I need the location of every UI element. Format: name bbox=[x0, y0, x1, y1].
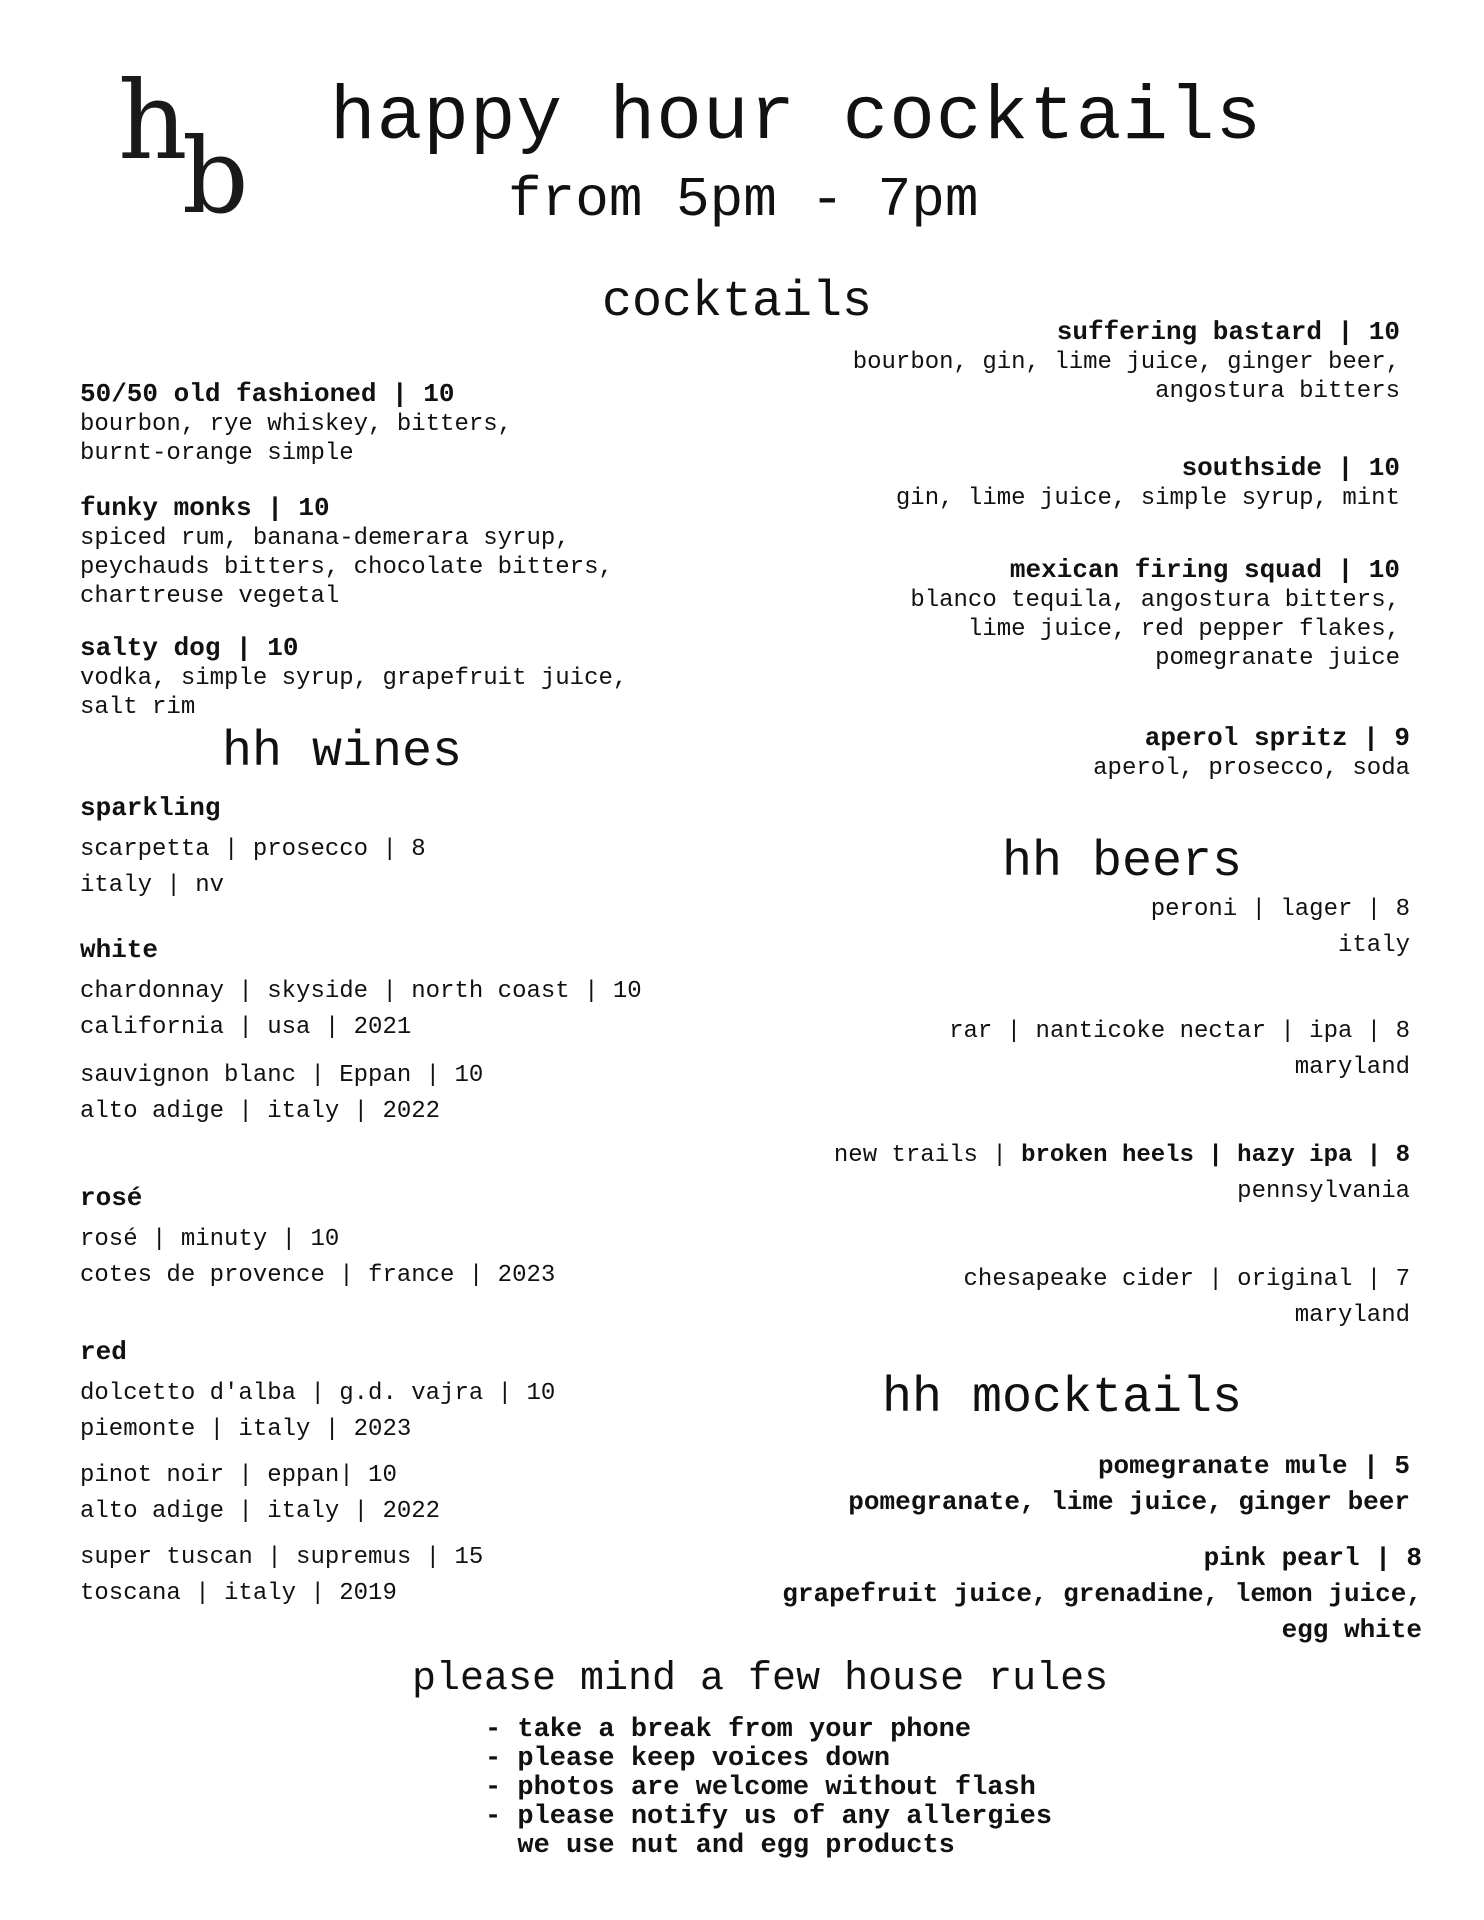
wine-section-rose bbox=[80, 1182, 555, 1294]
wine-category-label: sparkling bbox=[80, 793, 221, 823]
mocktail-item bbox=[848, 1448, 1410, 1520]
wine-line: rosé | minuty | 10 bbox=[80, 1226, 340, 1253]
mocktail-desc: pomegranate, lime juice, ginger beer bbox=[848, 1487, 1410, 1517]
cocktail-item bbox=[853, 316, 1400, 406]
cocktail-desc: chartreuse vegetal bbox=[80, 583, 340, 610]
cocktail-desc: burnt-orange simple bbox=[80, 440, 354, 467]
hb-logo bbox=[118, 59, 249, 237]
wine-line: dolcetto d'alba | g.d. vajra | 10 bbox=[80, 1380, 556, 1407]
cocktail-item bbox=[1093, 722, 1410, 783]
house-rule: - please notify us of any allergies bbox=[485, 1802, 1053, 1832]
wine-category-label: white bbox=[80, 935, 159, 965]
house-rule: - please keep voices down bbox=[485, 1744, 891, 1774]
page-title: happy hour cocktails bbox=[330, 75, 1263, 161]
wine-line: piemonte | italy | 2023 bbox=[80, 1416, 412, 1443]
cocktail-item bbox=[80, 632, 627, 722]
happy-hour-times: from 5pm - 7pm bbox=[508, 168, 979, 232]
mocktail-item bbox=[782, 1540, 1422, 1648]
house-rule: - take a break from your phone bbox=[485, 1715, 972, 1745]
cocktail-desc: spiced rum, banana-demerara syrup, bbox=[80, 525, 570, 552]
beer-name-bold: broken heels | hazy ipa | 8 bbox=[1021, 1142, 1410, 1169]
house-rules-list bbox=[485, 1716, 1052, 1861]
beer-line: chesapeake cider | original | 7 bbox=[963, 1266, 1410, 1293]
cocktail-item bbox=[910, 554, 1400, 673]
cocktail-desc: bourbon, gin, lime juice, ginger beer, bbox=[852, 349, 1400, 376]
cocktail-name: salty dog | 10 bbox=[80, 633, 299, 663]
beer-item bbox=[964, 1262, 1410, 1334]
wine-line: alto adige | italy | 2022 bbox=[80, 1498, 441, 1525]
beer-line bbox=[834, 1138, 1410, 1174]
logo-letter-b: b bbox=[182, 115, 249, 237]
cocktail-desc: bourbon, rye whiskey, bitters, bbox=[80, 411, 513, 438]
beer-item bbox=[1151, 892, 1410, 964]
beer-line: pennsylvania bbox=[1237, 1178, 1410, 1205]
wine-section-sparkling bbox=[80, 792, 426, 904]
cocktail-desc: aperol, prosecco, soda bbox=[1093, 755, 1410, 782]
house-rule: - photos are welcome without flash bbox=[485, 1773, 1036, 1803]
cocktails-heading: cocktails bbox=[602, 274, 873, 331]
wine-line: alto adige | italy | 2022 bbox=[80, 1098, 441, 1125]
wine-line: scarpetta | prosecco | 8 bbox=[80, 836, 426, 863]
wine-line: super tuscan | supremus | 15 bbox=[80, 1544, 484, 1571]
wine-section-red bbox=[80, 1336, 555, 1612]
mocktail-name: pink pearl | 8 bbox=[1203, 1543, 1422, 1573]
cocktail-desc: vodka, simple syrup, grapefruit juice, bbox=[80, 665, 628, 692]
beer-brewery: new trails | bbox=[833, 1142, 1022, 1169]
cocktail-name: 50/50 old fashioned | 10 bbox=[80, 379, 455, 409]
wine-line: pinot noir | eppan| 10 bbox=[80, 1462, 397, 1489]
logo-letter-h: h bbox=[118, 59, 188, 184]
beer-line: peroni | lager | 8 bbox=[1150, 896, 1410, 923]
cocktail-item bbox=[80, 492, 613, 611]
cocktail-name: aperol spritz | 9 bbox=[1144, 723, 1410, 753]
house-rule: we use nut and egg products bbox=[485, 1831, 955, 1861]
mocktail-desc: egg white bbox=[1281, 1615, 1422, 1645]
cocktail-desc: pomegranate juice bbox=[1155, 645, 1400, 672]
wine-line: chardonnay | skyside | north coast | 10 bbox=[80, 978, 642, 1005]
wine-line: italy | nv bbox=[80, 872, 225, 899]
cocktail-name: mexican firing squad | 10 bbox=[1009, 555, 1400, 585]
cocktail-desc: peychauds bitters, chocolate bitters, bbox=[80, 554, 613, 581]
wine-section-white bbox=[80, 934, 642, 1130]
cocktail-desc: salt rim bbox=[80, 694, 196, 721]
beer-line: maryland bbox=[1294, 1302, 1410, 1329]
beer-item bbox=[949, 1014, 1410, 1086]
cocktail-desc: gin, lime juice, simple syrup, mint bbox=[895, 485, 1400, 512]
cocktail-name: suffering bastard | 10 bbox=[1056, 317, 1400, 347]
beer-line: maryland bbox=[1294, 1054, 1410, 1081]
house-rules-heading: please mind a few house rules bbox=[412, 1657, 1109, 1702]
wine-line: toscana | italy | 2019 bbox=[80, 1580, 397, 1607]
cocktail-desc: blanco tequila, angostura bitters, bbox=[910, 587, 1400, 614]
cocktail-name: funky monks | 10 bbox=[80, 493, 330, 523]
mocktail-name: pomegranate mule | 5 bbox=[1097, 1451, 1410, 1481]
beer-line: rar | nanticoke nectar | ipa | 8 bbox=[949, 1018, 1410, 1045]
cocktail-desc: angostura bitters bbox=[1155, 378, 1400, 405]
wine-line: california | usa | 2021 bbox=[80, 1014, 412, 1041]
cocktail-desc: lime juice, red pepper flakes, bbox=[967, 616, 1400, 643]
beer-line: italy bbox=[1337, 932, 1410, 959]
wine-category-label: red bbox=[80, 1337, 127, 1367]
mocktails-heading: hh mocktails bbox=[882, 1370, 1243, 1427]
wine-line: cotes de provence | france | 2023 bbox=[80, 1262, 556, 1289]
wine-category-label: rosé bbox=[80, 1183, 143, 1213]
cocktail-item bbox=[896, 452, 1400, 513]
beer-item bbox=[834, 1138, 1410, 1210]
cocktail-item bbox=[80, 378, 512, 468]
wines-heading: hh wines bbox=[222, 724, 463, 781]
cocktail-name: southside | 10 bbox=[1181, 453, 1400, 483]
beers-heading: hh beers bbox=[1002, 834, 1243, 891]
wine-line: sauvignon blanc | Eppan | 10 bbox=[80, 1062, 484, 1089]
mocktail-desc: grapefruit juice, grenadine, lemon juice, bbox=[782, 1579, 1422, 1609]
